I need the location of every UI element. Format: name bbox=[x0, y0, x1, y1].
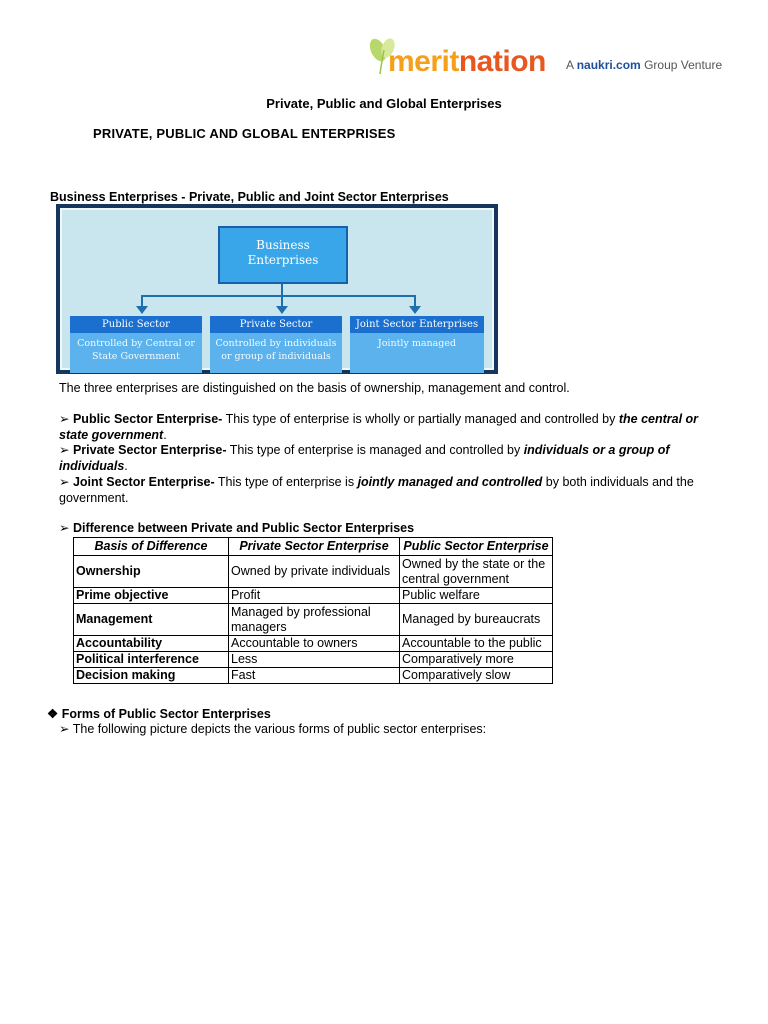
diagram-box-joint-sector: Joint Sector Enterprises Jointly managed bbox=[350, 316, 484, 373]
difference-table bbox=[73, 537, 553, 684]
column-header: Basis of Difference bbox=[74, 538, 229, 556]
section-heading-business-enterprises: Business Enterprises - Private, Public and Joint Sector Enterprises bbox=[50, 190, 449, 204]
bullet-joint-sector: ➢ Joint Sector Enterprise- This type of enterprise is jointly managed and controlled by both individuals and the government. bbox=[59, 475, 694, 505]
column-header: Private Sector Enterprise bbox=[229, 538, 400, 556]
column-header: Public Sector Enterprise bbox=[400, 538, 553, 556]
logo-tagline: A naukri.com Group Venture bbox=[566, 58, 723, 72]
difference-heading: ➢ Difference between Private and Public Sector Enterprises bbox=[59, 521, 415, 535]
diagram-box-public-sector: Public Sector Controlled by Central or State Government bbox=[70, 316, 202, 373]
table-row: Decision making Fast Comparatively slow bbox=[74, 668, 553, 684]
arrow-down-icon bbox=[136, 306, 148, 314]
table-row: Ownership Owned by private individuals Owned by the state or the central government bbox=[74, 556, 553, 588]
meritnation-logo bbox=[360, 36, 730, 86]
diagram-root-box: Business Enterprises bbox=[218, 226, 348, 284]
intro-paragraph: The three enterprises are distinguished on the basis of ownership, management and control. bbox=[59, 381, 570, 395]
table-row: Management Managed by professional managers Managed by bureaucrats bbox=[74, 604, 553, 636]
arrow-down-icon bbox=[276, 306, 288, 314]
diagram-connector bbox=[141, 295, 416, 297]
forms-heading: ❖ Forms of Public Sector Enterprises bbox=[47, 707, 271, 721]
table-header-row bbox=[74, 538, 553, 556]
bullet-private-sector: ➢ Private Sector Enterprise- This type of enterprise is managed and controlled by individuals or a group of individuals. bbox=[59, 443, 670, 473]
logo-brand: meritnation bbox=[388, 45, 546, 78]
forms-paragraph: ➢ The following picture depicts the various forms of public sector enterprises: bbox=[59, 722, 487, 736]
table-row: Political interference Less Comparatively more bbox=[74, 652, 553, 668]
page-subtitle: PRIVATE, PUBLIC AND GLOBAL ENTERPRISES bbox=[93, 126, 396, 141]
table-row: Prime objective Profit Public welfare bbox=[74, 588, 553, 604]
business-enterprises-diagram bbox=[56, 204, 498, 374]
bullet-public-sector: ➢ Public Sector Enterprise- This type of enterprise is wholly or partially managed and controlled by the central or state government. bbox=[59, 412, 699, 442]
page-title: Private, Public and Global Enterprises bbox=[266, 96, 502, 111]
table-row: Accountability Accountable to owners Accountable to the public bbox=[74, 636, 553, 652]
arrow-down-icon bbox=[409, 306, 421, 314]
diagram-box-private-sector: Private Sector Controlled by individuals or group of individuals bbox=[210, 316, 342, 373]
